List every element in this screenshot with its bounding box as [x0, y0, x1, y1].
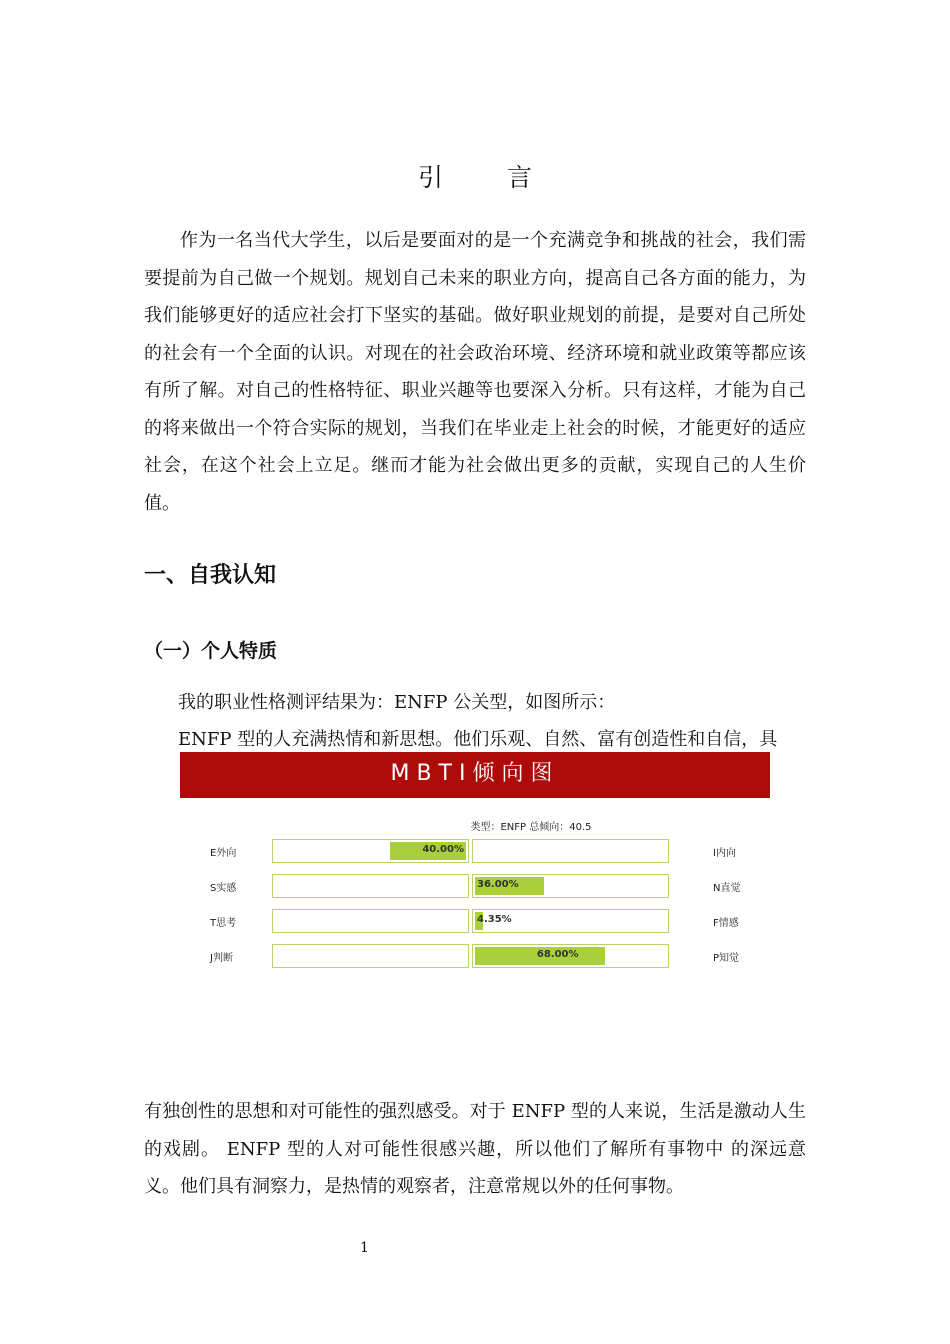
bar-value-label: 40.00% [422, 844, 464, 855]
mbti-row [178, 944, 772, 968]
section-heading: 一、自我认知 [144, 563, 277, 588]
bar-value-label: 68.00% [536, 949, 579, 960]
bar-value-label: 36.00% [477, 879, 519, 890]
left-bar-track [272, 944, 469, 968]
right-bar-track [472, 874, 669, 898]
mbti-chart [178, 752, 772, 982]
left-trait-label: S实感 [210, 883, 237, 894]
mbti-row [178, 839, 772, 863]
left-trait-label: J判断 [210, 953, 233, 964]
right-trait-label: P知觉 [713, 953, 740, 964]
page-number: 1 [360, 1240, 369, 1256]
chart-title: MBTI倾向图 [180, 752, 770, 798]
right-trait-label: N直觉 [713, 883, 741, 894]
continued-paragraph: 有独创性的思想和对可能性的强烈感受。对于 ENFP 型的人来说，生活是激动人生的戏剧。 ENFP 型的人对可能性很感兴趣，所以他们了解所有事物中 的深远意义。他们具有洞察力，是热情的观察者，注意常规以外的任何事物。 [144, 1101, 806, 1197]
intro-paragraph: 作为一名当代大学生，以后是要面对的是一个充满竞争和挑战的社会，我们需要提前为自己做一个规划。规划自己未来的职业方向，提高自己各方面的能力，为我们能够更好的适应社会打下坚实的基础。做好职业规划的前提，是要对自己所处的社会有一个全面的认识。对现在的社会政治环境、经济环境和就业政策等都应该有所了解。对自己的性格特征、职业兴趣等也要深入分析。只有这样，才能为自己的将来做出一个符合实际的规划，当我们在毕业走上社会的时候，才能更好的适应社会，在这个社会上立足。继而才能为社会做出更多的贡献，实现自己的人生价值。 [144, 230, 806, 514]
description-line: ENFP 型的人充满热情和新思想。他们乐观、自然、富有创造性和自信，具 [178, 729, 778, 750]
result-line: 我的职业性格测评结果为：ENFP 公关型，如图所示： [178, 692, 616, 713]
left-bar-track [272, 909, 469, 933]
bar-value-label: 4.35% [477, 914, 512, 925]
right-trait-label: F情感 [713, 918, 739, 929]
left-bar-track [272, 839, 469, 863]
left-bar-track [272, 874, 469, 898]
right-trait-label: I内向 [713, 848, 736, 859]
left-trait-label: T思考 [210, 918, 237, 929]
left-trait-label: E外向 [210, 848, 237, 859]
right-bar-track [472, 909, 669, 933]
mbti-row [178, 874, 772, 898]
right-bar-track [472, 839, 669, 863]
right-bar-track [472, 944, 669, 968]
chart-subtitle: 类型：ENFP 总倾向：40.5 [470, 822, 592, 833]
page-title: 引 言 [418, 163, 560, 192]
mbti-row [178, 909, 772, 933]
subsection-heading: （一）个人特质 [144, 640, 278, 662]
